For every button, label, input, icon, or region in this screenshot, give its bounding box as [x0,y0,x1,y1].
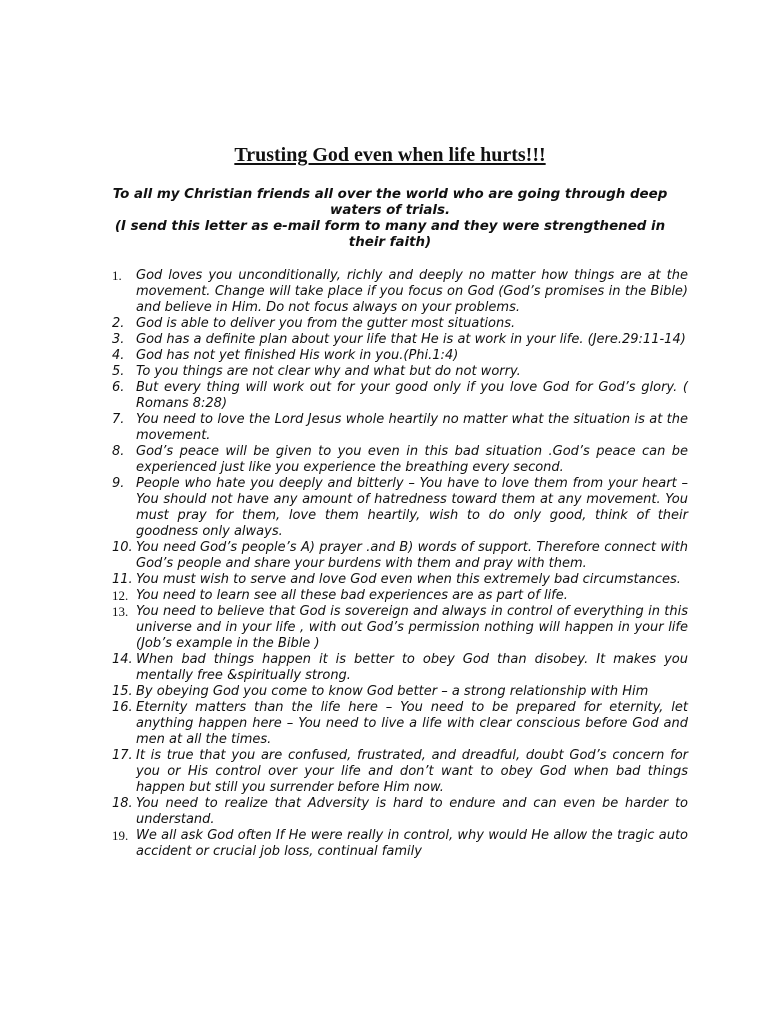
list-item-number: 12. [112,588,129,603]
list-item-text: You must wish to serve and love God even when this extremely bad circumstances. [136,572,681,587]
list-item [112,748,688,796]
intro-paragraph [100,187,680,251]
list-item-number: 16. [112,700,133,715]
list-item-text: God’s peace will be given to you even in this bad situation .God’s peace can be experienced just like you experience the breathing every second. [136,444,688,475]
list-item-text: When bad things happen it is better to obey God than disobey. It makes you mentally free &spiritually strong. [136,652,688,683]
list-item-text: It is true that you are confused, frustrated, and dreadful, doubt God’s concern for you or His control over your life and don’t want to obey God when bad things happen but still you surrender before Him now. [136,748,688,795]
list-item-text: God is able to deliver you from the gutter most situations. [136,316,516,331]
list-item-text: You need to learn see all these bad experiences are as part of life. [136,588,568,603]
list-item [112,316,688,332]
list-item-number: 3. [112,332,125,347]
list-item-number: 9. [112,476,125,491]
list-item-text: We all ask God often If He were really in control, why would He allow the tragic auto accident or crucial job loss, continual family [136,828,688,859]
list-item [112,364,688,380]
list-item-text: God has a definite plan about your life that He is at work in your life. (Jere.29:11-14) [136,332,686,347]
list-item-number: 7. [112,412,125,427]
list-item-number: 2. [112,316,125,331]
list-item [112,412,688,444]
list-item [112,572,688,588]
list-item-text: To you things are not clear why and what but do not worry. [136,364,521,379]
list-item-number: 11. [112,572,133,587]
list-item [112,796,688,828]
list-item-text: You need to love the Lord Jesus whole heartily no matter what the situation is at the movement. [136,412,688,443]
title-text: Trusting God even when life hurts!!! [234,144,546,166]
list-item-number: 13. [112,604,129,619]
list-item-number: 4. [112,348,125,363]
list-item-number: 10. [112,540,133,555]
list-item [112,828,688,860]
list-item-text: But every thing will work out for your good only if you love God for God’s glory. ( Romans 8:28) [136,380,688,411]
list-item-number: 15. [112,684,133,699]
list-item [112,268,688,316]
list-item-number: 1. [112,268,122,283]
intro-line-dedication: To all my Christian friends all over the world who are going through deep waters of trials. [112,187,668,218]
list-item [112,348,688,364]
list-item-text: You need God’s people’s A) prayer .and B) words of support. Therefore connect with God’s people and share your burdens with them and pray with them. [136,540,688,571]
list-item [112,444,688,476]
list-item-text: By obeying God you come to know God better – a strong relationship with Him [136,684,649,699]
list-item [112,684,688,700]
list-item [112,700,688,748]
list-item-text: You need to realize that Adversity is hard to endure and can even be harder to understand. [136,796,688,827]
list-item-text: God has not yet finished His work in you.(Phi.1:4) [136,348,459,363]
list-item-number: 19. [112,828,129,843]
list-item [112,652,688,684]
list-item-number: 18. [112,796,133,811]
list-item-text: God loves you unconditionally, richly and deeply no matter how things are at the movement. Change will take place if you focus on God (God’s promises in the Bible) and believe in Him. Do not focus always on your problems. [136,268,688,315]
document-title [0,144,768,167]
list-item-text: You need to believe that God is sovereign and always in control of everything in this universe and in your life , with out God’s permission nothing will happen in your life (Job’s example in the Bible ) [136,604,688,651]
list-item-number: 6. [112,380,125,395]
list-item [112,604,688,652]
list-item-number: 14. [112,652,133,667]
list-item-number: 17. [112,748,133,763]
list-item-text: Eternity matters than the life here – You need to be prepared for eternity, let anything happen here – You need to live a life with clear conscious before God and men at all the times. [136,700,688,747]
list-item-text: People who hate you deeply and bitterly – You have to love them from your heart – You should not have any amount of hatredness toward them at any movement. You must pray for them, love them heartily, wish to do only good, think of their goodness only always. [136,476,688,539]
list-item [112,588,688,604]
list-item [112,380,688,412]
list-item-number: 8. [112,444,125,459]
list-item-number: 5. [112,364,125,379]
list-item [112,540,688,572]
intro-line-note: (I send this letter as e-mail form to many and they were strengthened in their faith) [114,219,666,250]
list-item [112,476,688,540]
numbered-list [112,268,688,860]
list-item [112,332,688,348]
